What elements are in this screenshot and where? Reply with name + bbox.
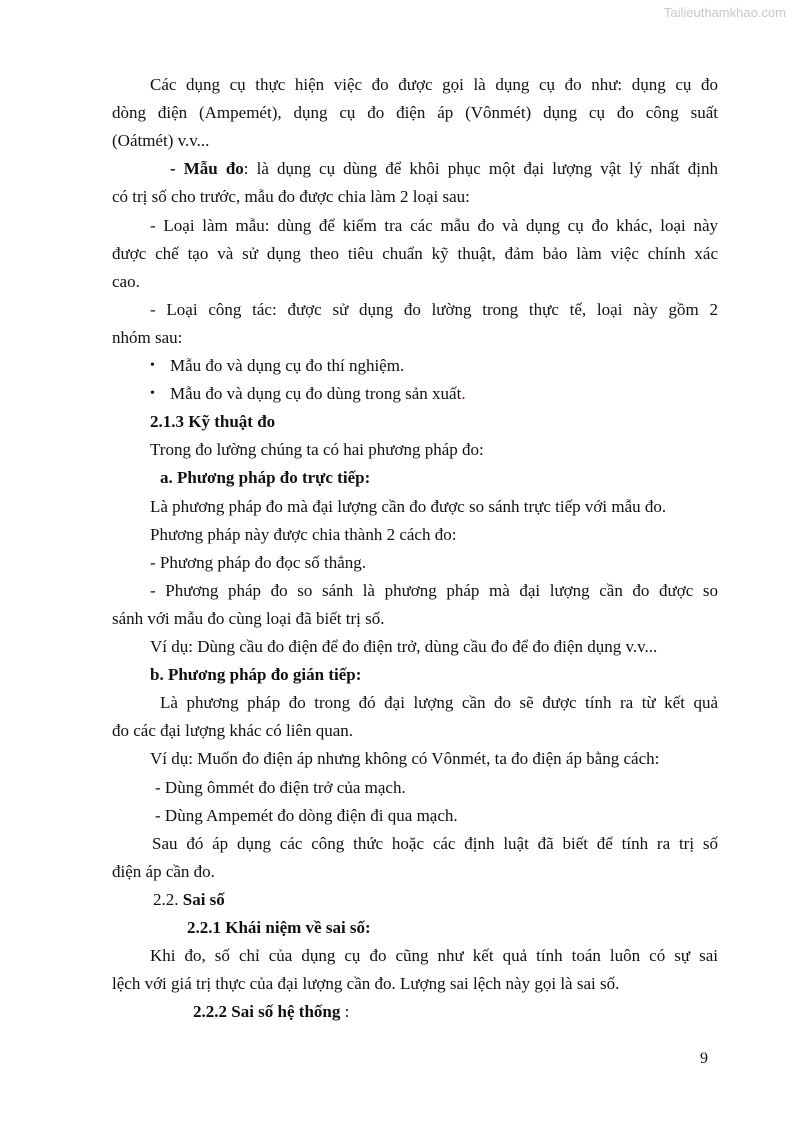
text-span: Sau đó áp dụng các công thức hoặc các định luật đã biết để tính ra trị số bbox=[152, 833, 718, 853]
text-line bbox=[155, 775, 406, 801]
text-line bbox=[153, 887, 225, 913]
text-line bbox=[150, 550, 366, 576]
page-number: 9 bbox=[700, 1050, 708, 1067]
text-span: có trị số cho trước, mẫu đo được chia làm 2 loại sau: bbox=[112, 187, 470, 207]
text-line bbox=[160, 690, 718, 716]
text-line bbox=[150, 213, 718, 239]
text-span: - Loại làm mẫu: dùng để kiểm tra các mẫu đo và dụng cụ đo khác, loại này bbox=[150, 215, 718, 235]
text-span: - Dùng ômmét đo điện trở của mạch. bbox=[155, 777, 406, 797]
text-line bbox=[112, 100, 718, 126]
text-span: cao. bbox=[112, 271, 140, 291]
text-span: Trong đo lường chúng ta có hai phương pháp đo: bbox=[150, 440, 484, 460]
text-line bbox=[160, 465, 370, 491]
text-line bbox=[112, 718, 353, 744]
text-span: : là dụng cụ dùng để khôi phục một đại lượng vật lý nhất định bbox=[243, 159, 718, 179]
text-line bbox=[150, 634, 657, 660]
text-span: nhóm sau: bbox=[112, 327, 183, 347]
text-span: - Dùng Ampemét đo dòng điện đi qua mạch. bbox=[155, 805, 458, 825]
text-line bbox=[150, 381, 466, 407]
text-span: Các dụng cụ thực hiện việc đo được gọi là dụng cụ đo như: dụng cụ đo bbox=[150, 75, 718, 94]
text-span: Ví dụ: Dùng cầu đo điện để đo điện trở, dùng cầu đo để đo điện dụng v.v... bbox=[150, 637, 658, 656]
text-line bbox=[150, 437, 484, 463]
text-line bbox=[170, 156, 718, 182]
text-line bbox=[150, 522, 456, 548]
text-span: Là phương pháp đo mà đại lượng cần đo được so sánh trực tiếp với mẫu đo. bbox=[150, 496, 667, 516]
text-line bbox=[112, 269, 140, 295]
text-span: Mẫu đo và dụng cụ đo dùng trong sản xuất bbox=[170, 384, 462, 404]
text-span: . bbox=[461, 384, 466, 404]
text-span: dòng điện (Ampemét), dụng cụ đo điện áp (Vônmét) dụng cụ đo công suất bbox=[112, 103, 718, 123]
text-span: điện áp cần đo. bbox=[112, 861, 215, 881]
text-line bbox=[152, 831, 718, 857]
bold-text: a. Phương pháp đo trực tiếp: bbox=[160, 468, 371, 488]
text-span: 2.2. bbox=[153, 889, 183, 909]
text-line bbox=[150, 72, 718, 98]
watermark: Tailieuthamkhao.com bbox=[663, 5, 786, 20]
text-span: - Phương pháp đo so sánh là phương pháp mà đại lượng cần đo được so bbox=[150, 580, 718, 600]
text-span: - Phương pháp đo đọc số thẳng. bbox=[150, 552, 367, 572]
text-line bbox=[112, 325, 182, 351]
text-line bbox=[150, 578, 718, 604]
text-line bbox=[150, 353, 405, 379]
text-line bbox=[112, 606, 384, 632]
text-line bbox=[150, 662, 361, 688]
bold-text: Sai số bbox=[182, 889, 225, 909]
text-line bbox=[150, 297, 718, 323]
text-span: Là phương pháp đo trong đó đại lượng cần đo sẽ được tính ra từ kết quả bbox=[160, 693, 718, 713]
bold-text: 2.2.2 Sai số hệ thống bbox=[193, 1002, 341, 1022]
text-line bbox=[150, 409, 275, 435]
text-span: sánh với mẫu đo cùng loại đã biết trị số. bbox=[112, 608, 385, 628]
text-span: đo các đại lượng khác có liên quan. bbox=[112, 721, 354, 741]
text-span: : bbox=[340, 1002, 350, 1022]
text-line bbox=[112, 971, 619, 997]
text-span: được chế tạo và sử dụng theo tiêu chuẩn kỹ thuật, đảm bảo làm việc chính xác bbox=[112, 243, 718, 263]
text-span: Ví dụ: Muốn đo điện áp nhưng không có Vônmét, ta đo điện áp bằng cách: bbox=[150, 749, 660, 769]
text-span: Mẫu đo và dụng cụ đo thí nghiệm. bbox=[170, 356, 405, 375]
text-span: Khi đo, số chỉ của dụng cụ đo cũng như kết quả tính toán luôn có sự sai bbox=[150, 946, 718, 966]
bold-text: b. Phương pháp đo gián tiếp: bbox=[150, 665, 362, 685]
text-line bbox=[150, 494, 666, 520]
text-line bbox=[193, 999, 349, 1025]
text-span: lệch với giá trị thực của đại lượng cần đo. Lượng sai lệch này gọi là sai số. bbox=[112, 974, 620, 994]
bold-text: 2.1.3 Kỹ thuật đo bbox=[150, 412, 276, 432]
text-span: - Loại công tác: được sử dụng đo lường trong thực tế, loại này gồm 2 bbox=[150, 299, 718, 319]
text-span: (Oátmét) v.v... bbox=[112, 131, 210, 151]
text-line bbox=[155, 803, 458, 829]
bold-text: - Mẫu đo bbox=[170, 159, 244, 179]
bold-text: 2.2.1 Khái niệm về sai số: bbox=[187, 918, 371, 937]
text-line bbox=[150, 943, 718, 969]
text-line bbox=[187, 915, 371, 941]
text-span: Phương pháp này được chia thành 2 cách đo: bbox=[150, 524, 457, 544]
bullet-icon: • bbox=[150, 386, 155, 402]
text-line bbox=[112, 184, 470, 210]
text-line bbox=[112, 128, 209, 154]
bullet-icon: • bbox=[150, 358, 155, 373]
text-line bbox=[150, 746, 659, 772]
text-line bbox=[112, 859, 215, 885]
text-line bbox=[112, 241, 718, 267]
